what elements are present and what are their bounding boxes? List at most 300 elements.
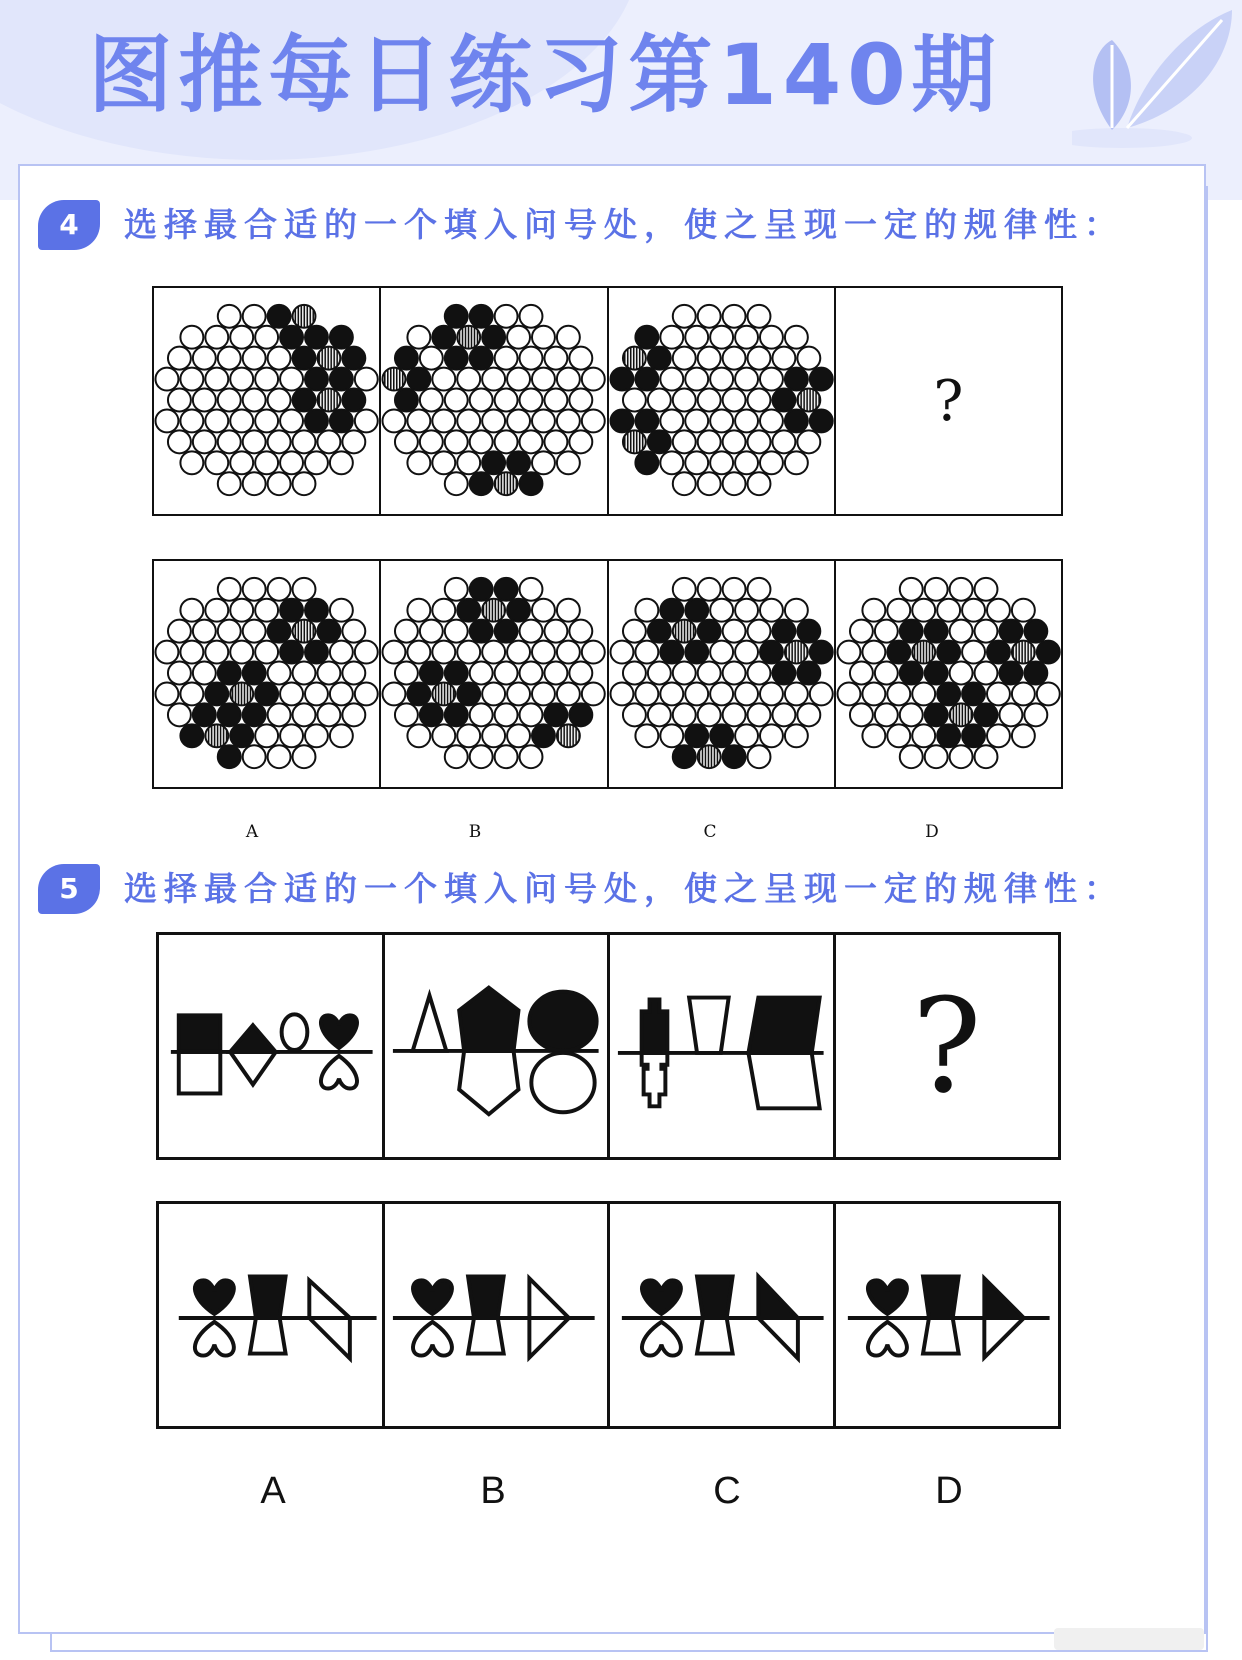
dot [759, 724, 782, 747]
dot [280, 641, 303, 664]
dot [772, 703, 795, 726]
dot [710, 409, 733, 432]
dot [520, 305, 543, 328]
dot [243, 662, 266, 685]
dot [408, 641, 431, 664]
dot [268, 389, 291, 412]
dot [420, 662, 443, 685]
dot [1024, 620, 1047, 643]
dot [470, 389, 493, 412]
dot [180, 724, 203, 747]
dot [395, 347, 418, 370]
q5-options-row [156, 1201, 1061, 1429]
dot-pattern-icon [154, 561, 379, 787]
dot [180, 682, 203, 705]
dot [912, 599, 935, 622]
dot [317, 662, 340, 685]
dot [784, 409, 807, 432]
q5-stem-figure-2 [385, 935, 611, 1157]
dot [850, 703, 873, 726]
dot [722, 389, 745, 412]
dot [784, 451, 807, 474]
dot [735, 409, 758, 432]
dot [710, 451, 733, 474]
dot [507, 599, 530, 622]
dot [962, 641, 985, 664]
dot [342, 430, 365, 453]
q4-options-row [152, 559, 1063, 789]
dot [545, 430, 568, 453]
dot [433, 409, 456, 432]
dot [759, 326, 782, 349]
dot [470, 430, 493, 453]
dot [747, 305, 770, 328]
dot [305, 409, 328, 432]
q5-stem-question-cell [836, 935, 1059, 1157]
dot [735, 724, 758, 747]
dot [408, 368, 431, 391]
dot [622, 347, 645, 370]
dot [660, 368, 683, 391]
dot [482, 724, 505, 747]
dot [875, 620, 898, 643]
dot [445, 703, 468, 726]
dot [168, 430, 191, 453]
dot-pattern-icon [609, 288, 834, 514]
dot [342, 389, 365, 412]
dot [924, 703, 947, 726]
dot [205, 724, 228, 747]
dot [280, 368, 303, 391]
q4-option-b[interactable] [381, 561, 608, 787]
dot [280, 682, 303, 705]
dot [230, 368, 253, 391]
dot [205, 599, 228, 622]
q4-stem-figure-1 [154, 288, 381, 514]
dot [482, 641, 505, 664]
dot [408, 599, 431, 622]
q4-option-label-a: A [245, 822, 259, 842]
dot [962, 599, 985, 622]
dot [495, 305, 518, 328]
dot [317, 347, 340, 370]
dot [900, 578, 923, 601]
dot [230, 641, 253, 664]
dot [759, 409, 782, 432]
dot [660, 682, 683, 705]
dot [1024, 662, 1047, 685]
shape-pair-icon [159, 935, 382, 1157]
leaf-decoration-icon [1072, 0, 1232, 160]
dot [747, 430, 770, 453]
dot [230, 599, 253, 622]
dot [635, 599, 658, 622]
dot [949, 578, 972, 601]
dot [532, 409, 555, 432]
dot [545, 347, 568, 370]
dot [974, 745, 997, 768]
dot [218, 620, 241, 643]
q5-option-a[interactable] [159, 1204, 385, 1426]
dot [850, 662, 873, 685]
dot [218, 389, 241, 412]
dot [495, 578, 518, 601]
dot [482, 599, 505, 622]
dot [685, 599, 708, 622]
dot [218, 430, 241, 453]
dot [532, 724, 555, 747]
question-mark: ? [911, 970, 982, 1122]
dot [809, 682, 832, 705]
dot [710, 368, 733, 391]
q5-stem-figure-1 [159, 935, 385, 1157]
dot [180, 451, 203, 474]
dot [837, 682, 860, 705]
dot [495, 430, 518, 453]
dot [420, 703, 443, 726]
dot [697, 620, 720, 643]
dot [243, 620, 266, 643]
dot [660, 451, 683, 474]
dot [180, 409, 203, 432]
dot [255, 368, 278, 391]
dot [697, 662, 720, 685]
dot [987, 599, 1010, 622]
dot [610, 409, 633, 432]
dot [445, 620, 468, 643]
dot [218, 347, 241, 370]
dot [949, 703, 972, 726]
q4-option-label-d: D [925, 822, 939, 842]
dot [987, 682, 1010, 705]
dot [433, 599, 456, 622]
dot [408, 326, 431, 349]
dot [747, 389, 770, 412]
dot [495, 472, 518, 495]
dot [255, 599, 278, 622]
dot [722, 305, 745, 328]
dot [205, 409, 228, 432]
dot [457, 326, 480, 349]
dot [622, 389, 645, 412]
dot [685, 724, 708, 747]
dot [622, 703, 645, 726]
dot [887, 641, 910, 664]
dot [772, 430, 795, 453]
dot [747, 620, 770, 643]
dot [457, 451, 480, 474]
dot [445, 389, 468, 412]
dot [205, 682, 228, 705]
dot [268, 347, 291, 370]
dot [672, 745, 695, 768]
dot [809, 368, 832, 391]
dot-pattern-icon [836, 561, 1061, 787]
dot [1012, 641, 1035, 664]
dot [355, 682, 378, 705]
q4-stem-question-cell [836, 288, 1061, 514]
dot [243, 389, 266, 412]
dot [747, 662, 770, 685]
dot [268, 620, 291, 643]
dot [330, 326, 353, 349]
dot [395, 389, 418, 412]
dot [557, 682, 580, 705]
watermark-bar [1054, 1628, 1204, 1650]
dot [445, 472, 468, 495]
dot [660, 641, 683, 664]
dot [293, 472, 316, 495]
q5-option-b[interactable] [385, 1204, 611, 1426]
dot [735, 682, 758, 705]
dot [193, 703, 216, 726]
q5-option-label-b: B [480, 1470, 506, 1512]
dot [937, 641, 960, 664]
q4-option-a[interactable] [154, 561, 381, 787]
q4-stem-figure-3 [609, 288, 836, 514]
dot [445, 745, 468, 768]
dot [697, 347, 720, 370]
dot [457, 409, 480, 432]
dot [570, 620, 593, 643]
dot [155, 682, 178, 705]
dot [507, 641, 530, 664]
q4-option-label-c: C [703, 822, 717, 842]
dot [622, 620, 645, 643]
dot [243, 347, 266, 370]
dot [710, 724, 733, 747]
dot [557, 368, 580, 391]
dot [772, 389, 795, 412]
dot [635, 409, 658, 432]
dot [672, 578, 695, 601]
dot [293, 347, 316, 370]
dot [1024, 703, 1047, 726]
dot [507, 409, 530, 432]
dot [293, 703, 316, 726]
dot [635, 724, 658, 747]
dot [747, 745, 770, 768]
dot [697, 430, 720, 453]
dot [570, 389, 593, 412]
q4-option-c[interactable] [609, 561, 836, 787]
dot [205, 326, 228, 349]
dot [570, 662, 593, 685]
dot [168, 347, 191, 370]
dot [809, 641, 832, 664]
dot [445, 578, 468, 601]
dot [900, 620, 923, 643]
dot [180, 599, 203, 622]
dot [747, 703, 770, 726]
dot [355, 409, 378, 432]
dot [268, 745, 291, 768]
dot [937, 599, 960, 622]
dot [445, 662, 468, 685]
q5-option-c[interactable] [610, 1204, 836, 1426]
dot [962, 724, 985, 747]
q5-number-badge: 5 [38, 864, 100, 914]
dot [660, 326, 683, 349]
dot [635, 451, 658, 474]
page-title: 图推每日练习第140期 [88, 26, 1002, 124]
dot [772, 662, 795, 685]
dot [218, 703, 241, 726]
dot [532, 368, 555, 391]
dot [900, 662, 923, 685]
dot [408, 409, 431, 432]
dot [735, 451, 758, 474]
dot [735, 599, 758, 622]
dot [697, 389, 720, 412]
dot [317, 703, 340, 726]
dot [280, 409, 303, 432]
dot [622, 662, 645, 685]
dot [445, 347, 468, 370]
dot [635, 368, 658, 391]
dot [305, 451, 328, 474]
dot [470, 578, 493, 601]
dot [900, 745, 923, 768]
dot [520, 703, 543, 726]
dot [974, 578, 997, 601]
dot-pattern-icon [381, 561, 606, 787]
dot [280, 451, 303, 474]
dot [383, 409, 406, 432]
dot [193, 620, 216, 643]
dot [482, 409, 505, 432]
dot [635, 641, 658, 664]
dot [797, 620, 820, 643]
dot [647, 430, 670, 453]
dot [635, 326, 658, 349]
dot [685, 682, 708, 705]
dot [545, 620, 568, 643]
dot [647, 347, 670, 370]
dot [570, 430, 593, 453]
dot [255, 451, 278, 474]
dot [697, 745, 720, 768]
dot [797, 347, 820, 370]
dot [445, 305, 468, 328]
dot [482, 368, 505, 391]
dot [243, 472, 266, 495]
dot [305, 599, 328, 622]
dot [433, 368, 456, 391]
dot [999, 620, 1022, 643]
dot [520, 745, 543, 768]
dot [433, 682, 456, 705]
dot [545, 389, 568, 412]
dot [383, 368, 406, 391]
dot [660, 724, 683, 747]
dot [218, 578, 241, 601]
dot [924, 620, 947, 643]
dot [457, 599, 480, 622]
dot [268, 703, 291, 726]
dot [230, 682, 253, 705]
dot [243, 430, 266, 453]
q5-stem-figure-3 [610, 935, 836, 1157]
dot [557, 409, 580, 432]
dot [243, 703, 266, 726]
dot [255, 724, 278, 747]
dot [243, 745, 266, 768]
dot [193, 662, 216, 685]
q4-prompt: 选择最合适的一个填入问号处，使之呈现一定的规律性： [124, 205, 1124, 244]
dot [672, 389, 695, 412]
dot [205, 451, 228, 474]
dot [545, 662, 568, 685]
q5-stem-row [156, 932, 1061, 1160]
dot [268, 305, 291, 328]
dot [722, 745, 745, 768]
dot [420, 389, 443, 412]
dot [772, 347, 795, 370]
dot [470, 347, 493, 370]
dot [999, 662, 1022, 685]
dot [230, 724, 253, 747]
dot [230, 451, 253, 474]
dot [949, 745, 972, 768]
dot [168, 620, 191, 643]
dot [408, 451, 431, 474]
dot [735, 326, 758, 349]
dot [470, 472, 493, 495]
dot [230, 409, 253, 432]
dot [293, 745, 316, 768]
dot [924, 745, 947, 768]
dot [317, 389, 340, 412]
dot [395, 662, 418, 685]
dot [924, 578, 947, 601]
dot [243, 578, 266, 601]
q5-option-d[interactable] [836, 1204, 1059, 1426]
dot [660, 409, 683, 432]
dot [330, 724, 353, 747]
dot [470, 745, 493, 768]
question-mark: ? [933, 368, 964, 434]
shape-pair-icon [836, 1204, 1059, 1426]
dot [582, 368, 605, 391]
dot [672, 620, 695, 643]
dot [495, 662, 518, 685]
dot [255, 641, 278, 664]
dot [205, 641, 228, 664]
dot [520, 347, 543, 370]
dot [784, 641, 807, 664]
dot [305, 682, 328, 705]
dot [293, 389, 316, 412]
dot [1012, 724, 1035, 747]
dot [330, 409, 353, 432]
dot [557, 599, 580, 622]
dot [949, 620, 972, 643]
q4-option-d[interactable] [836, 561, 1061, 787]
dot [987, 641, 1010, 664]
dot [268, 472, 291, 495]
dot [305, 724, 328, 747]
dot [293, 662, 316, 685]
dot [395, 430, 418, 453]
dot [647, 662, 670, 685]
dot [937, 682, 960, 705]
dot [420, 430, 443, 453]
dot [735, 368, 758, 391]
dot [218, 745, 241, 768]
dot [280, 599, 303, 622]
dot [395, 620, 418, 643]
